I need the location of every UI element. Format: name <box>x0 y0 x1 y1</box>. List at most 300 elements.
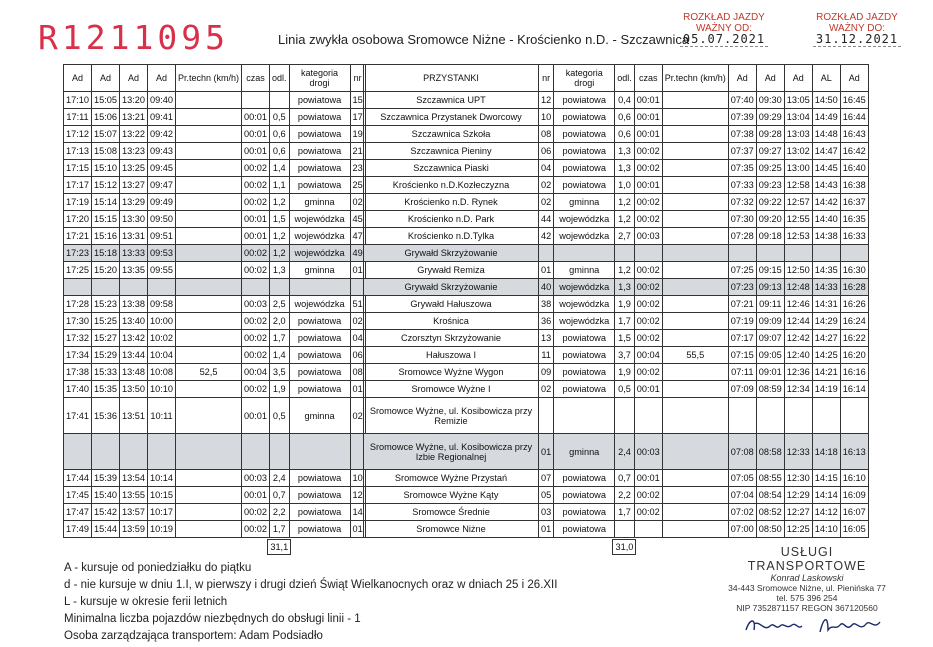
table-cell: 10:17 <box>148 504 176 521</box>
stop-name: Czorsztyn Skrzyżowanie <box>364 330 539 347</box>
table-cell: 13:25 <box>120 160 148 177</box>
table-cell: 1,7 <box>615 313 635 330</box>
table-cell: 07:28 <box>728 228 756 245</box>
table-cell <box>840 398 868 434</box>
table-cell: 08:52 <box>756 504 784 521</box>
stop-name: Szczawnica Szkoła <box>364 126 539 143</box>
stop-name: Sromowce Wyżne, ul. Kosibowicza przy Remizie <box>364 398 539 434</box>
table-cell: 15:35 <box>92 381 120 398</box>
table-cell <box>784 245 812 262</box>
table-cell: powiatowa <box>554 364 615 381</box>
table-cell: 17:44 <box>64 470 92 487</box>
table-cell: 13:50 <box>120 381 148 398</box>
table-cell: 14:10 <box>812 521 840 538</box>
stop-name: Sromowce Wyżne, ul. Kosibowicza przy Izbie Regionalnej <box>364 434 539 470</box>
table-cell: 16:38 <box>840 177 868 194</box>
table-cell: 01 <box>350 262 365 279</box>
table-cell: 07:25 <box>728 262 756 279</box>
table-cell: powiatowa <box>554 470 615 487</box>
table-cell: 16:13 <box>840 434 868 470</box>
table-cell <box>176 313 242 330</box>
table-cell: 04 <box>539 160 554 177</box>
table-cell: 2,2 <box>615 487 635 504</box>
column-header: Ad <box>840 65 868 92</box>
table-cell: 14:33 <box>812 279 840 296</box>
table-cell: powiatowa <box>554 381 615 398</box>
table-cell: 00:01 <box>242 143 270 160</box>
stop-name: Krościenko n.D.Tylka <box>364 228 539 245</box>
table-cell <box>662 381 728 398</box>
table-cell: powiatowa <box>554 160 615 177</box>
table-cell: 0,4 <box>615 92 635 109</box>
table-cell: 09:25 <box>756 160 784 177</box>
stop-name: Krościenko n.D. Park <box>364 211 539 228</box>
column-header: Ad <box>784 65 812 92</box>
table-row <box>364 434 869 470</box>
table-cell <box>662 279 728 296</box>
table-cell <box>176 109 242 126</box>
table-cell: 02 <box>539 194 554 211</box>
table-cell: 13:03 <box>784 126 812 143</box>
table-row <box>364 279 869 296</box>
table-cell: 12:46 <box>784 296 812 313</box>
table-cell: 00:02 <box>634 504 662 521</box>
table-cell: 00:01 <box>242 126 270 143</box>
table-cell <box>120 434 148 470</box>
table-cell: 14:48 <box>812 126 840 143</box>
table-cell <box>176 434 242 470</box>
company-owner: Konrad Laskowski <box>770 573 844 583</box>
table-cell <box>554 245 615 262</box>
table-cell: 14:40 <box>812 211 840 228</box>
table-cell: 17:25 <box>64 262 92 279</box>
table-cell: 01 <box>539 521 554 538</box>
table-cell: 12 <box>539 92 554 109</box>
table-cell: 15:14 <box>92 194 120 211</box>
table-cell: 44 <box>539 211 554 228</box>
valid-from-date: 05.07.2021 <box>680 32 768 47</box>
valid-from-stamp <box>678 12 770 46</box>
table-header-row <box>364 65 869 92</box>
table-row <box>64 330 366 347</box>
total-distance-left: 31,1 <box>267 539 291 555</box>
table-cell: 07:21 <box>728 296 756 313</box>
stop-name: Hałuszowa I <box>364 347 539 364</box>
valid-to-stamp <box>808 12 906 46</box>
table-cell: 07:11 <box>728 364 756 381</box>
table-cell: 19 <box>350 126 365 143</box>
table-cell: 08:55 <box>756 470 784 487</box>
table-cell: powiatowa <box>289 330 350 347</box>
table-cell: 08:54 <box>756 487 784 504</box>
table-cell: 09:15 <box>756 262 784 279</box>
table-cell: 1,3 <box>270 262 290 279</box>
table-cell <box>662 211 728 228</box>
table-cell: 12:50 <box>784 262 812 279</box>
table-cell: 10:19 <box>148 521 176 538</box>
stamp-label-top: ROZKŁAD JAZDY <box>816 12 898 23</box>
stop-name: Szczawnica Przystanek Dworcowy <box>364 109 539 126</box>
table-cell: 16:35 <box>840 211 868 228</box>
table-cell: 38 <box>539 296 554 313</box>
table-cell <box>176 177 242 194</box>
table-cell: 15:06 <box>92 109 120 126</box>
table-cell: 00:02 <box>634 487 662 504</box>
table-row <box>64 262 366 279</box>
table-row <box>364 296 869 313</box>
table-cell: 00:02 <box>634 279 662 296</box>
stop-name: Grywałd Hałuszowa <box>364 296 539 313</box>
table-cell: 13:38 <box>120 296 148 313</box>
stamp-label-bottom: WAŻNY DO: <box>828 23 886 34</box>
table-cell: 07:08 <box>728 434 756 470</box>
table-cell: 3,5 <box>270 364 290 381</box>
table-cell: 08 <box>539 126 554 143</box>
stamp-label-top: ROZKŁAD JAZDY <box>683 12 765 23</box>
table-cell: 17:15 <box>64 160 92 177</box>
table-cell: 00:01 <box>242 109 270 126</box>
table-cell: 08:58 <box>756 434 784 470</box>
table-cell: 2,5 <box>270 296 290 313</box>
table-cell <box>176 330 242 347</box>
table-cell: 09:43 <box>148 143 176 160</box>
table-cell: 1,9 <box>615 364 635 381</box>
table-cell: 00:02 <box>634 160 662 177</box>
table-cell <box>289 279 350 296</box>
table-cell: 1,7 <box>270 521 290 538</box>
table-cell: 13:20 <box>120 92 148 109</box>
table-cell: 00:02 <box>634 211 662 228</box>
table-cell: 09:01 <box>756 364 784 381</box>
table-cell: 15:20 <box>92 262 120 279</box>
table-cell: 00:01 <box>242 211 270 228</box>
table-cell: 10:04 <box>148 347 176 364</box>
table-cell: 25 <box>350 177 365 194</box>
table-cell: 15:29 <box>92 347 120 364</box>
table-cell: gminna <box>289 398 350 434</box>
table-cell: 14:35 <box>812 262 840 279</box>
company-address: 34-443 Sromowce Niżne, ul. Pienińska 77 <box>728 583 886 593</box>
table-cell: 13:27 <box>120 177 148 194</box>
table-cell: 09:42 <box>148 126 176 143</box>
table-cell: 13:04 <box>784 109 812 126</box>
table-cell: 09:11 <box>756 296 784 313</box>
table-cell: 15:44 <box>92 521 120 538</box>
table-cell <box>289 434 350 470</box>
table-cell: 13:30 <box>120 211 148 228</box>
column-header: kategoria drogi <box>554 65 615 92</box>
table-cell: 42 <box>539 228 554 245</box>
table-cell: 16:42 <box>840 143 868 160</box>
table-cell <box>92 279 120 296</box>
table-cell: 00:02 <box>242 381 270 398</box>
table-cell <box>662 160 728 177</box>
table-cell: 09:40 <box>148 92 176 109</box>
table-cell: 16:22 <box>840 330 868 347</box>
table-cell: 09:50 <box>148 211 176 228</box>
table-cell <box>176 279 242 296</box>
table-cell: 09:28 <box>756 126 784 143</box>
table-cell: 1,3 <box>615 279 635 296</box>
table-cell <box>148 434 176 470</box>
table-cell: 0,5 <box>270 398 290 434</box>
table-row <box>364 143 869 160</box>
table-row <box>364 313 869 330</box>
table-cell <box>554 398 615 434</box>
table-cell: 17:17 <box>64 177 92 194</box>
table-cell: gminna <box>554 194 615 211</box>
table-cell: 3,7 <box>615 347 635 364</box>
table-cell: 16:45 <box>840 92 868 109</box>
table-cell <box>840 245 868 262</box>
table-cell: 1,2 <box>615 262 635 279</box>
table-cell <box>756 245 784 262</box>
legend-item: d - nie kursuje w dniu 1.I, w pierwszy i drugi dzień Świąt Wielkanocnych oraz w dniach 25 i 26.XII <box>64 579 558 591</box>
table-cell: 09:22 <box>756 194 784 211</box>
table-row <box>64 364 366 381</box>
company-ids: NIP 7352871157 REGON 367120560 <box>736 603 878 613</box>
stop-name: Szczawnica UPT <box>364 92 539 109</box>
table-cell: 07:04 <box>728 487 756 504</box>
table-cell: 14:25 <box>812 347 840 364</box>
table-cell <box>176 398 242 434</box>
column-header: odl. <box>270 65 290 92</box>
table-cell: 02 <box>539 381 554 398</box>
table-cell <box>662 194 728 211</box>
table-cell: 16:37 <box>840 194 868 211</box>
stop-name: Sromowce Wyżne Kąty <box>364 487 539 504</box>
table-cell: powiatowa <box>289 143 350 160</box>
table-cell <box>270 434 290 470</box>
table-cell: 14 <box>350 504 365 521</box>
table-cell <box>662 126 728 143</box>
table-cell: 00:01 <box>242 228 270 245</box>
table-cell: 16:10 <box>840 470 868 487</box>
table-cell: 09:23 <box>756 177 784 194</box>
table-cell: 09:49 <box>148 194 176 211</box>
table-row <box>364 347 869 364</box>
table-cell: 16:14 <box>840 381 868 398</box>
table-cell: 12:29 <box>784 487 812 504</box>
table-cell: powiatowa <box>289 487 350 504</box>
stop-name: Grywałd Remiza <box>364 262 539 279</box>
table-cell: 05 <box>539 487 554 504</box>
table-row <box>64 177 366 194</box>
table-cell: 55,5 <box>662 347 728 364</box>
table-cell: 2,7 <box>615 228 635 245</box>
table-cell: 16:40 <box>840 160 868 177</box>
table-cell: 10 <box>539 109 554 126</box>
table-cell: 00:02 <box>242 262 270 279</box>
table-cell: 2,2 <box>270 504 290 521</box>
table-cell: 10 <box>350 470 365 487</box>
table-cell: powiatowa <box>289 504 350 521</box>
column-header: AL <box>812 65 840 92</box>
table-cell: 13 <box>539 330 554 347</box>
table-cell: 1,7 <box>615 504 635 521</box>
table-row <box>64 143 366 160</box>
table-cell: 00:04 <box>242 364 270 381</box>
table-cell: powiatowa <box>289 347 350 364</box>
handwritten-signature <box>740 610 890 640</box>
table-cell: powiatowa <box>554 347 615 364</box>
table-cell: 1,5 <box>615 330 635 347</box>
table-cell: 10:00 <box>148 313 176 330</box>
column-header: Ad <box>756 65 784 92</box>
table-cell <box>634 398 662 434</box>
table-row <box>64 381 366 398</box>
table-cell: powiatowa <box>289 109 350 126</box>
table-cell: 09:05 <box>756 347 784 364</box>
table-cell: powiatowa <box>289 381 350 398</box>
stop-name: Krościenko n.D.Kozłeczyzna <box>364 177 539 194</box>
column-header: czas <box>242 65 270 92</box>
table-cell <box>64 434 92 470</box>
table-cell <box>176 521 242 538</box>
table-row <box>364 160 869 177</box>
table-cell: 00:02 <box>242 313 270 330</box>
table-row <box>364 398 869 434</box>
table-cell: 09:09 <box>756 313 784 330</box>
table-row <box>364 381 869 398</box>
table-cell: 17:28 <box>64 296 92 313</box>
table-cell: 15:12 <box>92 177 120 194</box>
table-row <box>364 211 869 228</box>
table-cell <box>662 262 728 279</box>
table-cell <box>662 521 728 538</box>
table-cell <box>242 279 270 296</box>
table-cell: 07 <box>539 470 554 487</box>
table-cell: 15:27 <box>92 330 120 347</box>
table-row <box>364 504 869 521</box>
stop-name: Sromowce Wyżne Wygon <box>364 364 539 381</box>
table-cell: 01 <box>539 434 554 470</box>
table-cell: 17:49 <box>64 521 92 538</box>
table-cell: 00:02 <box>242 160 270 177</box>
table-cell: 00:02 <box>242 521 270 538</box>
table-row <box>364 245 869 262</box>
table-cell: 17:12 <box>64 126 92 143</box>
table-row <box>64 470 366 487</box>
table-cell: 07:35 <box>728 160 756 177</box>
table-cell: 13:23 <box>120 143 148 160</box>
table-cell: 1,4 <box>270 160 290 177</box>
table-cell: 0,6 <box>615 126 635 143</box>
table-cell: 14:19 <box>812 381 840 398</box>
stop-name: Sromowce Średnie <box>364 504 539 521</box>
table-cell: 10:02 <box>148 330 176 347</box>
table-cell: powiatowa <box>554 504 615 521</box>
table-cell: 40 <box>539 279 554 296</box>
table-cell: 07:30 <box>728 211 756 228</box>
table-cell: 00:02 <box>634 143 662 160</box>
table-row <box>364 126 869 143</box>
table-cell: 02 <box>539 177 554 194</box>
table-cell: 08:50 <box>756 521 784 538</box>
table-cell: powiatowa <box>554 330 615 347</box>
table-cell: 1,9 <box>270 381 290 398</box>
table-row <box>64 109 366 126</box>
table-cell: 09:47 <box>148 177 176 194</box>
table-cell: 1,9 <box>615 296 635 313</box>
table-cell: 1,2 <box>270 245 290 262</box>
table-row <box>364 177 869 194</box>
table-cell: 07:17 <box>728 330 756 347</box>
table-row <box>64 521 366 538</box>
table-cell <box>92 434 120 470</box>
table-cell: 07:32 <box>728 194 756 211</box>
table-cell: 07:00 <box>728 521 756 538</box>
table-cell: 1,3 <box>615 160 635 177</box>
table-cell: 0,5 <box>615 381 635 398</box>
table-cell: 1,2 <box>615 211 635 228</box>
table-cell: 17:11 <box>64 109 92 126</box>
table-cell: 15:39 <box>92 470 120 487</box>
company-phone: tel. 575 396 254 <box>776 593 838 603</box>
stamp-label-bottom: WAŻNY OD: <box>695 23 753 34</box>
table-cell: 1,2 <box>615 194 635 211</box>
legend <box>64 560 557 645</box>
table-cell: 15:18 <box>92 245 120 262</box>
table-cell: 02 <box>350 313 365 330</box>
table-row <box>364 109 869 126</box>
table-cell: 08:59 <box>756 381 784 398</box>
table-cell: powiatowa <box>289 364 350 381</box>
table-cell <box>270 279 290 296</box>
table-cell: 00:01 <box>634 177 662 194</box>
table-cell: 15:15 <box>92 211 120 228</box>
table-cell <box>176 487 242 504</box>
table-cell: 12:25 <box>784 521 812 538</box>
table-cell: powiatowa <box>289 177 350 194</box>
table-cell: 07:40 <box>728 92 756 109</box>
table-cell: 2,4 <box>615 434 635 470</box>
table-cell: 17:13 <box>64 143 92 160</box>
table-cell: 14:27 <box>812 330 840 347</box>
table-cell: 00:02 <box>634 364 662 381</box>
table-cell <box>662 487 728 504</box>
table-cell: 0,7 <box>270 487 290 504</box>
table-cell: 04 <box>350 330 365 347</box>
table-cell: powiatowa <box>554 521 615 538</box>
stop-name: Krośnica <box>364 313 539 330</box>
table-cell: 17:30 <box>64 313 92 330</box>
stop-name: Sromowce Wyżne Przystań <box>364 470 539 487</box>
table-cell: 17:41 <box>64 398 92 434</box>
table-cell <box>662 228 728 245</box>
table-cell: 36 <box>539 313 554 330</box>
table-cell <box>176 211 242 228</box>
table-cell: 15:33 <box>92 364 120 381</box>
table-cell <box>615 398 635 434</box>
table-cell: 09:13 <box>756 279 784 296</box>
table-cell: 09:30 <box>756 92 784 109</box>
column-header: PRZYSTANKI <box>364 65 539 92</box>
table-cell: 00:02 <box>634 313 662 330</box>
table-cell <box>176 262 242 279</box>
valid-to-date: 31.12.2021 <box>813 32 901 47</box>
stop-name: Grywałd Skrzyżowanie <box>364 245 539 262</box>
table-row <box>64 347 366 364</box>
table-cell: gminna <box>554 262 615 279</box>
table-cell: 47 <box>350 228 365 245</box>
table-cell <box>176 347 242 364</box>
table-cell: wojewódzka <box>554 228 615 245</box>
table-cell <box>728 398 756 434</box>
table-cell <box>662 364 728 381</box>
table-cell: 16:26 <box>840 296 868 313</box>
table-row <box>364 194 869 211</box>
